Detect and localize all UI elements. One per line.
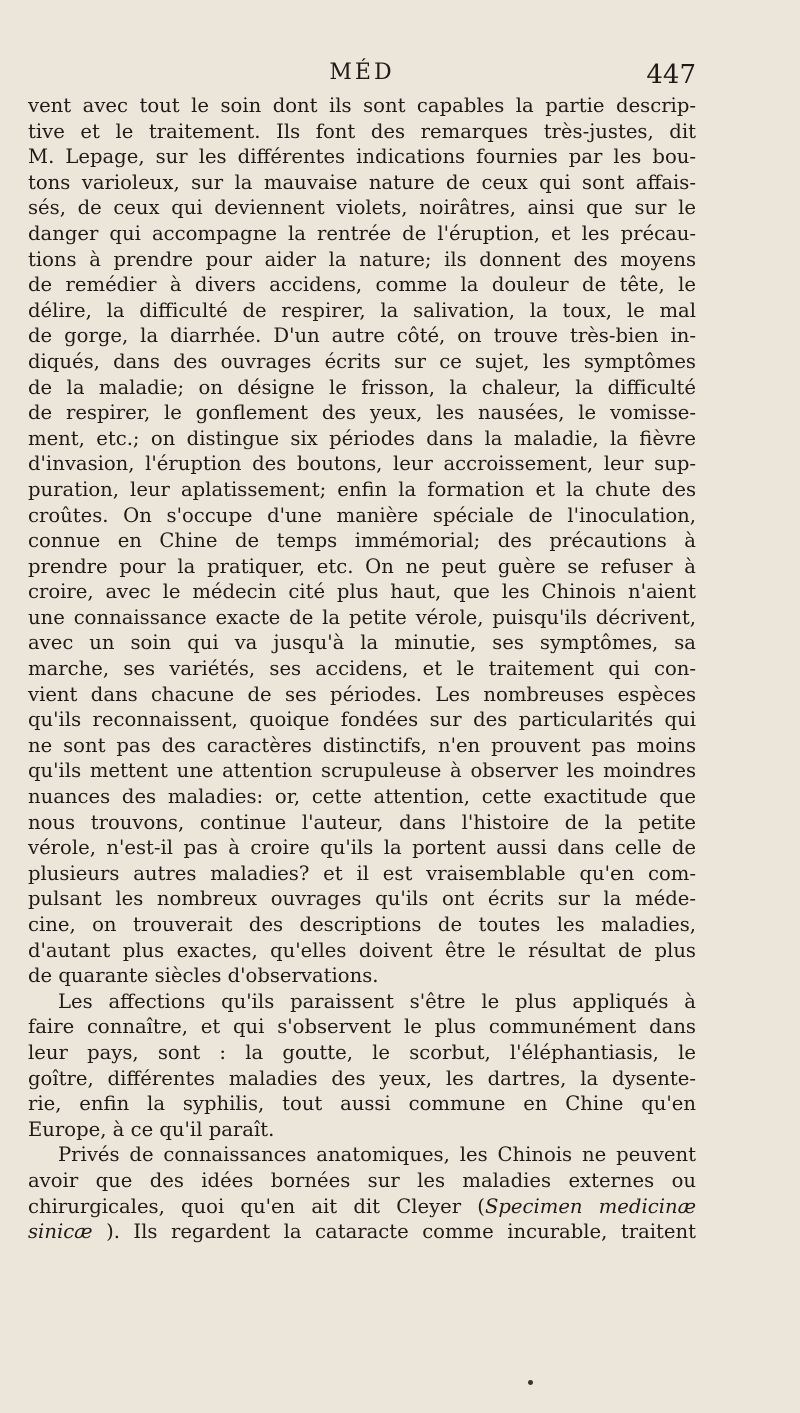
text-line: de gorge, la diarrhée. D'un autre côté, on trouve très-bien in- — [28, 324, 696, 348]
text-line: leur pays, sont : la goutte, le scorbut, l'éléphantiasis, le — [28, 1040, 696, 1064]
text-run: ). Ils regardent la cataracte comme incurable, traitent — [92, 1220, 696, 1244]
paragraph-2 — [28, 989, 696, 1143]
text-line: goître, différentes maladies des yeux, les dartres, la dysente- — [28, 1066, 696, 1090]
paragraph-3 — [28, 1142, 696, 1244]
text-line: une connaissance exacte de la petite vérole, puisqu'ils décrivent, — [28, 605, 696, 629]
text-line: ne sont pas des caractères distinctifs, n'en prouvent pas moins — [28, 733, 696, 757]
text-line: d'autant plus exactes, qu'elles doivent être le résultat de plus — [28, 938, 696, 962]
text-line: danger qui accompagne la rentrée de l'éruption, et les précau- — [28, 221, 696, 245]
text-line: croûtes. On s'occupe d'une manière spéciale de l'inoculation, — [28, 503, 696, 527]
text-line: Privés de connaissances anatomiques, les Chinois ne peuvent — [58, 1143, 696, 1167]
text-line: Les affections qu'ils paraissent s'être le plus appliqués à — [58, 989, 696, 1013]
text-line: de la maladie; on désigne le frisson, la chaleur, la difficulté — [28, 375, 696, 399]
text-line — [28, 1194, 696, 1220]
text-line: connue en Chine de temps immémorial; des précautions à — [28, 529, 696, 553]
text-line: d'invasion, l'éruption des boutons, leur accroissement, leur sup- — [28, 452, 696, 476]
text-line — [28, 1219, 696, 1245]
text-line: de remédier à divers accidens, comme la douleur de tête, le — [28, 273, 696, 297]
text-line: tive et le traitement. Ils font des remarques très-justes, dit — [28, 119, 696, 143]
paragraph-1 — [28, 93, 696, 989]
text-run: chirurgicales, quoi qu'en ait dit Cleyer ( — [28, 1194, 485, 1218]
ink-speck — [528, 1380, 533, 1385]
text-line: vient dans chacune de ses périodes. Les nombreuses espèces — [28, 682, 696, 706]
text-line: qu'ils reconnaissent, quoique fondées sur des particularités qui — [28, 708, 696, 732]
text-line: diqués, dans des ouvrages écrits sur ce sujet, les symptômes — [28, 349, 696, 373]
text-line: cine, on trouverait des descriptions de toutes les maladies, — [28, 913, 696, 936]
page-body — [28, 93, 696, 1245]
text-line: puration, leur aplatissement; enfin la formation et la chute des — [28, 477, 696, 501]
text-line: sés, de ceux qui deviennent violets, noirâtres, ainsi que sur le — [28, 196, 696, 220]
text-line: vent avec tout le soin dont ils sont capables la partie descrip- — [28, 94, 696, 117]
running-header — [28, 60, 696, 92]
text-line: plusieurs autres maladies? et il est vraisemblable qu'en com- — [28, 861, 696, 885]
text-line: marche, ses variétés, ses accidens, et le traitement qui con- — [28, 657, 696, 681]
text-line: tions à prendre pour aider la nature; ils donnent des moyens — [28, 247, 696, 271]
text-line: qu'ils mettent une attention scrupuleuse à observer les moindres — [28, 759, 696, 783]
text-line: nous trouvons, continue l'auteur, dans l'histoire de la petite — [28, 810, 696, 834]
italic-title: Specimen medicinæ — [484, 1194, 696, 1218]
text-line: de respirer, le gonflement des yeux, les nausées, le vomisse- — [28, 401, 696, 425]
text-line: croire, avec le médecin cité plus haut, que les Chinois n'aient — [28, 580, 696, 604]
text-line: pulsant les nombreux ouvrages qu'ils ont écrits sur la méde- — [28, 887, 696, 911]
text-line: faire connaître, et qui s'observent le plus communément dans — [28, 1015, 696, 1039]
italic-title: sinicæ — [28, 1220, 93, 1244]
text-line: vérole, n'est-il pas à croire qu'ils la portent aussi dans celle de — [28, 836, 696, 860]
text-line: avec un soin qui va jusqu'à la minutie, ses symptômes, sa — [28, 631, 696, 655]
text-line: tons varioleux, sur la mauvaise nature de ceux qui sont affais- — [28, 170, 696, 194]
text-line: de quarante siècles d'observations. — [28, 964, 379, 988]
header-title: MÉD — [329, 60, 395, 85]
text-line: rie, enfin la syphilis, tout aussi commune en Chine qu'en — [28, 1092, 696, 1116]
text-line: avoir que des idées bornées sur les maladies externes ou — [28, 1168, 696, 1192]
text-line: nuances des maladies: or, cette attention, cette exactitude que — [28, 785, 696, 809]
text-line: délire, la difficulté de respirer, la salivation, la toux, le mal — [28, 298, 696, 322]
text-line: prendre pour la pratiquer, etc. On ne peut guère se refuser à — [28, 554, 696, 578]
text-line: Europe, à ce qu'il paraît. — [28, 1117, 275, 1141]
text-line: ment, etc.; on distingue six périodes dans la maladie, la fièvre — [28, 426, 696, 450]
text-line: M. Lepage, sur les différentes indications fournies par les bou- — [28, 145, 696, 169]
page-number: 447 — [646, 60, 696, 90]
